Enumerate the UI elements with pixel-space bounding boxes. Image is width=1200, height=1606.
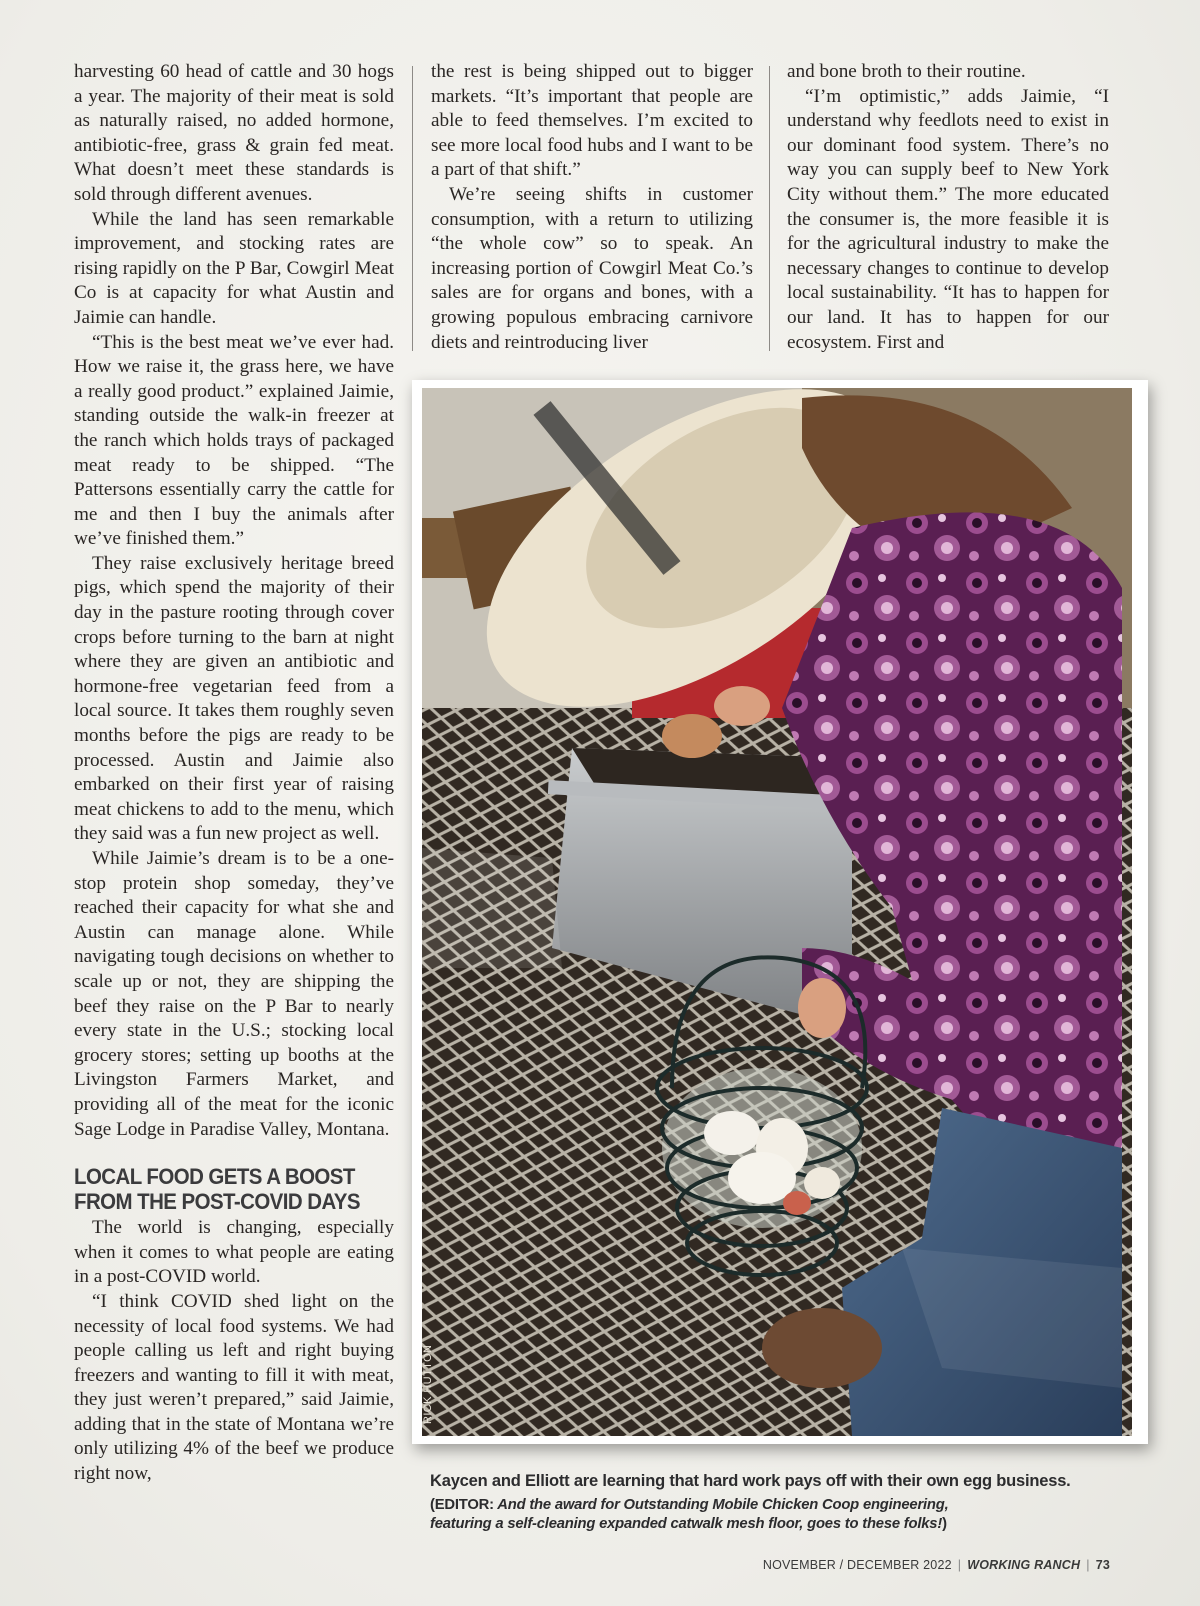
article-column-1 (74, 60, 394, 1487)
article-column-2 (431, 60, 753, 355)
paragraph: “I think COVID shed light on the necessity of local food systems. We had people calling us left and right buying freezers and wanting to fill it with meat, they just weren’t prepared,” said Jaimie, adding that in the state of Montana we’re only utilizing 4% of the beef we produce right now, (74, 1290, 394, 1485)
paragraph: “This is the best meat we’ve ever had. How we raise it, the grass here, we have a really good product.” explained Jaimie, standing outside the walk-in freezer at the ranch which holds trays of packaged meat ready to be shipped. “The Pattersons essentially carry the cattle for me and then I buy the animals after we’ve finished them.” (74, 331, 394, 550)
publication-name: WORKING RANCH (967, 1558, 1081, 1572)
photo-caption (430, 1470, 1130, 1534)
article-column-3 (787, 60, 1109, 355)
paragraph: the rest is being shipped out to bigger markets. “It’s important that people are able to feed themselves. I’m excited to see more local food hubs and I want to be a part of that shift.” (431, 61, 753, 181)
section-subhead: LOCAL FOOD GETS A BOOST FROM THE POST-COVID DAYS (74, 1164, 360, 1215)
folio-separator: | (957, 1558, 962, 1572)
photo-illustration (422, 388, 1132, 1436)
editor-note (430, 1496, 1130, 1534)
paragraph: They raise exclusively heritage breed pigs, which spend the majority of their day in the pasture rooting through cover crops before turning to the barn at night where they are given an antibiotic and hormone-free vegetarian feed from a local source. It takes them roughly seven months before the pigs are ready to be processed. Austin and Jaimie also embarked on their first year of raising meat chickens to add to the menu, which they said was a fun new project as well. (74, 552, 394, 845)
column-divider (412, 66, 413, 351)
folio-separator: | (1086, 1558, 1090, 1572)
page-number: 73 (1095, 1558, 1110, 1572)
editor-tag: (EDITOR: (430, 1497, 494, 1513)
column-divider (769, 66, 770, 351)
page-folio (763, 1558, 1110, 1572)
editor-text: featuring a self-cleaning expanded catwalk mesh floor, goes to these folks! (430, 1516, 943, 1532)
photo-credit: RICK HUTTON (422, 1344, 434, 1424)
paragraph: We’re seeing shifts in customer consumption, with a return to utilizing “the whole cow” so to speak. An increasing portion of Cowgirl Meat Co.’s sales are for organs and bones, with a growing populous embracing carnivore diets and reintroducing liver (431, 183, 753, 353)
editor-text: engineering, (859, 1497, 949, 1513)
girl-collecting-eggs-photo (422, 388, 1132, 1436)
paragraph: “I’m optimistic,” adds Jaimie, “I understand why feedlots need to exist in our dominant food system. There’s no way you can supply beef to New York City without them.” The more educated the consumer is, the more feasible it is for the agricultural industry to make the necessary changes to continue to develop local sustainability. “It has to happen for our land. It has to happen for our ecosystem. First and (787, 85, 1109, 353)
photo-frame (412, 380, 1148, 1444)
paragraph: harvesting 60 head of cattle and 30 hogs a year. The majority of their meat is sold as naturally raised, no added hormone, antibiotic-free, grass & grain fed meat. What doesn’t meet these standards is sold through different avenues. (74, 61, 394, 205)
editor-close: ) (942, 1516, 947, 1532)
caption-main: Kaycen and Elliott are learning that hard work pays off with their own egg business. (430, 1472, 1071, 1490)
paragraph: and bone broth to their routine. (787, 61, 1026, 82)
editor-text: And the award for (493, 1497, 624, 1513)
paragraph: The world is changing, especially when it comes to what people are eating in a post-COVID world. (74, 1217, 394, 1288)
issue-date: NOVEMBER / DECEMBER 2022 (762, 1558, 952, 1572)
paragraph: While Jaimie’s dream is to be a one-stop protein shop someday, they’ve reached their capacity for what she and Austin can manage alone. While navigating tough decisions on whether to scale up or not, they are shipping the beef they raise on the P Bar to nearly every state in the U.S.; stocking local grocery stores; setting up booths at the Livingston Farmers Market, and providing all of the meat for the iconic Sage Lodge in Paradise Valley, Montana. (74, 848, 394, 1140)
editor-highlight: Outstanding Mobile Chicken Coop (623, 1497, 860, 1513)
paragraph: While the land has seen remarkable improvement, and stocking rates are rising rapidly on the P Bar, Cowgirl Meat Co is at capacity for what Austin and Jaimie can handle. (74, 208, 394, 328)
